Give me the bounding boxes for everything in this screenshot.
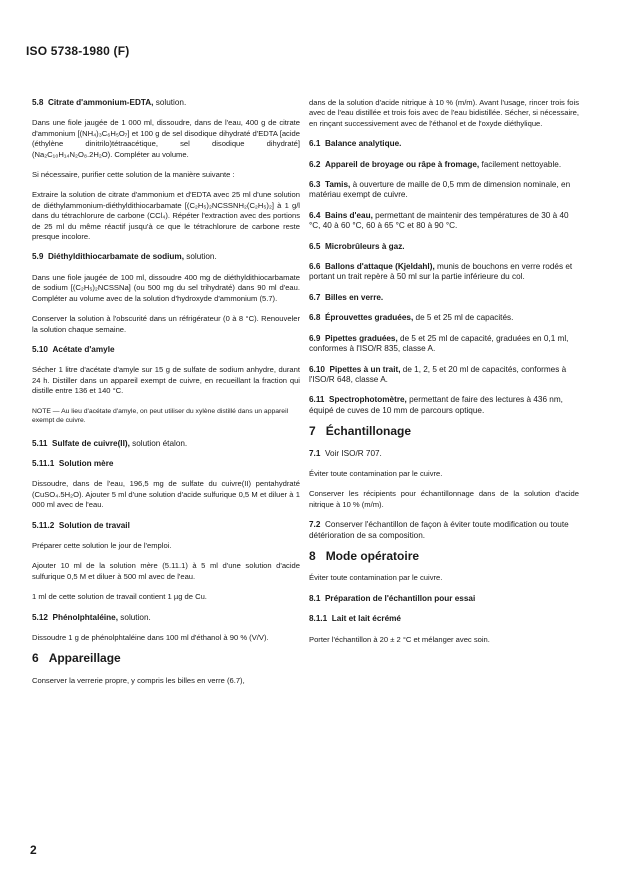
section-heading (32, 98, 300, 108)
section-number: 5.9 (32, 252, 44, 262)
section-text: permettant de maintenir des températures de 30 à 40 °C, 40 à 60 °C, 60 à 65 °C et 80 à 90 °C. (309, 210, 569, 231)
section-title: Solution mère (58, 458, 114, 468)
section-title: Phénolphtaléine, (52, 612, 119, 622)
paragraph: Dissoudre 1 g de phénolphtaléine dans 100 ml d'éthanol à 90 % (V/V). (32, 633, 269, 642)
paragraph: Conserver la solution à l'obscurité dans un réfrigérateur (0 à 8 °C). Renouveler la solution chaque semaine. (32, 314, 300, 334)
clause-heading (309, 548, 579, 563)
section-title: Tamis, (324, 180, 351, 190)
section-text: de 5 et 25 ml de capacité, graduées en 0,1 ml, conformes à l'ISO/R 835, classe A. (309, 333, 569, 354)
section-number: 6.7 (309, 292, 321, 302)
left-column (32, 98, 300, 696)
section-title: Acétate d'amyle (52, 344, 115, 354)
section-heading (32, 521, 300, 531)
paragraph: Conserver la verrerie propre, y compris les billes en verre (6.7), (32, 675, 245, 685)
section-title: Sulfate de cuivre(II), (52, 438, 130, 448)
section-title: Balance analytique. (324, 139, 402, 149)
section-heading (309, 313, 579, 323)
section-title: Pipettes à un trait, (329, 364, 401, 374)
section-number: 5.12 (32, 612, 48, 622)
section-heading (309, 211, 579, 232)
section-heading (309, 594, 579, 604)
section-heading (32, 613, 300, 623)
section-number: 7.2 (309, 520, 321, 530)
section-heading (309, 449, 579, 459)
paragraph: Si nécessaire, purifier cette solution de la manière suivante : (32, 170, 235, 180)
clause-title: Mode opératoire (325, 548, 420, 563)
section-number: 6.4 (309, 210, 321, 220)
section-heading (309, 293, 579, 303)
document-header: ISO 5738-1980 (F) (26, 44, 130, 58)
section-title: Citrate d'ammonium-EDTA, (47, 98, 154, 107)
clause-number: 7 (309, 424, 316, 439)
section-number: 7.1 (309, 448, 321, 458)
section-text: solution. (183, 252, 217, 262)
section-number: 5.11.1 (32, 458, 55, 468)
paragraph: Conserver les récipients pour échantillonnage dans de la solution d'acide nitrique à 10 % (m/m). (309, 489, 579, 509)
clause-heading (32, 651, 300, 666)
section-heading (32, 439, 300, 449)
section-title: Diéthyldithiocarbamate de sodium, (47, 252, 184, 262)
section-number: 5.11 (32, 438, 48, 448)
section-number: 6.8 (309, 313, 321, 323)
section-title: Microbrûleurs à gaz. (324, 241, 405, 251)
clause-number: 6 (32, 651, 39, 666)
section-heading (309, 160, 579, 170)
section-text: à ouverture de maille de 0,5 mm de dimension nominale, en matériau exempt de cuivre. (309, 180, 571, 200)
note: NOTE — Au lieu d'acétate d'amyle, on peut utiliser du xylène distillé dans un appareil exempt de cuivre. (32, 407, 289, 424)
paragraph: Porter l'échantillon à 20 ± 2 °C et mélanger avec soin. (309, 634, 490, 644)
section-heading (32, 345, 300, 355)
paragraph: Dans une fiole jaugée de 100 ml, dissoudre 400 mg de diéthyldithiocarbamate de sodium [(C₂H₅)₂NCSSNa] (ou 500 mg du sel trihydraté) dans 90 ml d'eau. Compléter au volume avec de la solution d'hydroxyde d'ammonium (5.7). (32, 272, 300, 303)
paragraph: Préparer cette solution le jour de l'emploi. (32, 540, 172, 550)
section-title: Billes en verre. (324, 292, 384, 302)
section-title: Lait et lait écrémé (331, 614, 401, 624)
paragraph: Sécher 1 litre d'acétate d'amyle sur 15 g de sulfate de sodium anhydre, durant 24 h. Distiller dans un appareil exempt de cuivre, en recueillant la fraction qui distille entre 136 et 140 °C. (32, 365, 300, 396)
paragraph: Dissoudre, dans de l'eau, 196,5 mg de sulfate du cuivre(II) pentahydraté (CuSO₄.5H₂O). Ajouter 5 ml d'une solution d'acide sulfurique 0,5 M et diluer à 1 000 ml avec de l'eau. (32, 479, 300, 510)
section-title: Spectrophotomètre, (329, 395, 407, 405)
section-heading (309, 242, 579, 252)
paragraph: Éviter toute contamination par le cuivre. (309, 573, 443, 583)
section-number: 5.10 (32, 344, 48, 354)
section-heading (32, 459, 300, 469)
section-number: 5.11.2 (32, 520, 55, 530)
section-number: 5.8 (32, 98, 44, 107)
section-number: 6.9 (309, 333, 321, 343)
section-text: Voir ISO/R 707. (324, 448, 382, 458)
section-text: permettant de faire des lectures à 436 nm, équipé de cuves de 10 mm de parcours optique. (309, 395, 563, 415)
section-heading (309, 395, 579, 416)
section-number: 6.5 (309, 241, 321, 251)
section-text: solution. (153, 98, 187, 107)
section-number: 6.6 (309, 262, 321, 272)
section-number: 6.10 (309, 364, 325, 374)
section-number: 8.1.1 (309, 614, 328, 624)
section-text: de 1, 2, 5 et 20 ml de capacités, conformes à l'ISO/R 648, classe A. (309, 364, 567, 384)
section-text: solution étalon. (129, 438, 188, 448)
section-heading (32, 252, 300, 262)
section-title: Solution de travail (58, 520, 130, 530)
section-heading (309, 520, 579, 541)
section-title: Préparation de l'échantillon pour essai (324, 593, 476, 603)
section-text: munis de bouchons en verre rodés et portant un trait repère à 50 ml sur la partie inférieure du col. (309, 262, 573, 282)
clause-title: Échantillonage (325, 424, 412, 439)
section-number: 6.2 (309, 159, 321, 169)
section-title: Ballons d'attaque (Kjeldahl), (324, 262, 435, 272)
clause-number: 8 (309, 548, 316, 563)
section-title: Pipettes graduées, (324, 333, 398, 343)
section-title: Appareil de broyage ou râpe à fromage, (324, 159, 480, 169)
section-heading (309, 614, 579, 624)
section-title: Bains d'eau, (324, 210, 373, 220)
paragraph: Dans une fiole jaugée de 1 000 ml, dissoudre, dans de l'eau, 400 g de citrate d'ammonium [(NH₄)₃C₆H₅O₇] et 100 g de sel disodique dihydraté d'EDTA [acide (éthylène dinitrilo)tétraacétique, sel disodique dihydraté] (Na₂C₁₀H₁₄N₂O₈.2H₂O). Compléter au volume. (32, 118, 300, 159)
section-heading (309, 334, 579, 355)
paragraph: 1 ml de cette solution de travail contient 1 µg de Cu. (32, 592, 207, 602)
clause-heading (309, 424, 579, 439)
section-heading (309, 180, 579, 201)
paragraph: Éviter toute contamination par le cuivre. (309, 468, 443, 478)
page-number: 2 (30, 843, 37, 857)
paragraph: dans de la solution d'acide nitrique à 10 % (m/m). Avant l'usage, rincer trois fois avec de l'eau distillée et trois fois avec de l'eau bidistillée. Sécher, si nécessaire, en rinçant successivement avec de l'éthanol et de l'oxyde diéthylique. (309, 98, 579, 128)
section-text: solution. (118, 612, 151, 622)
paragraph: Extraire la solution de citrate d'ammonium et d'EDTA avec 25 ml d'une solution de diéthylammonium-diéthyldithiocarbamate [(C₂H₅)₂NCSSNH₂(C₂H₅)₂] à 1 g/l dans du tétrachlorure de carbone (CCl₄). Répéter l'extraction avec des portions de 25 ml du même réactif jusqu'à ce que le tétrachlorure de carbone reste presque incolore. (32, 190, 300, 242)
section-text: Conserver l'échantillon de façon à éviter toute modification ou toute détérioration de sa composition. (309, 520, 569, 540)
section-heading (309, 262, 579, 283)
section-number: 6.1 (309, 139, 321, 149)
section-title: Éprouvettes graduées, (324, 313, 414, 323)
section-text: de 5 et 25 ml de capacités. (413, 313, 514, 323)
section-heading (309, 139, 579, 149)
section-heading (309, 365, 579, 386)
clause-title: Appareillage (48, 651, 121, 666)
section-number: 6.3 (309, 180, 321, 190)
section-number: 8.1 (309, 593, 321, 603)
right-column (309, 98, 579, 655)
section-text: facilement nettoyable. (479, 159, 562, 169)
paragraph: Ajouter 10 ml de la solution mère (5.11.1) à 5 ml d'une solution d'acide sulfurique 0,5 M et diluer à 500 ml avec de l'eau. (32, 561, 300, 581)
section-number: 6.11 (309, 395, 325, 405)
